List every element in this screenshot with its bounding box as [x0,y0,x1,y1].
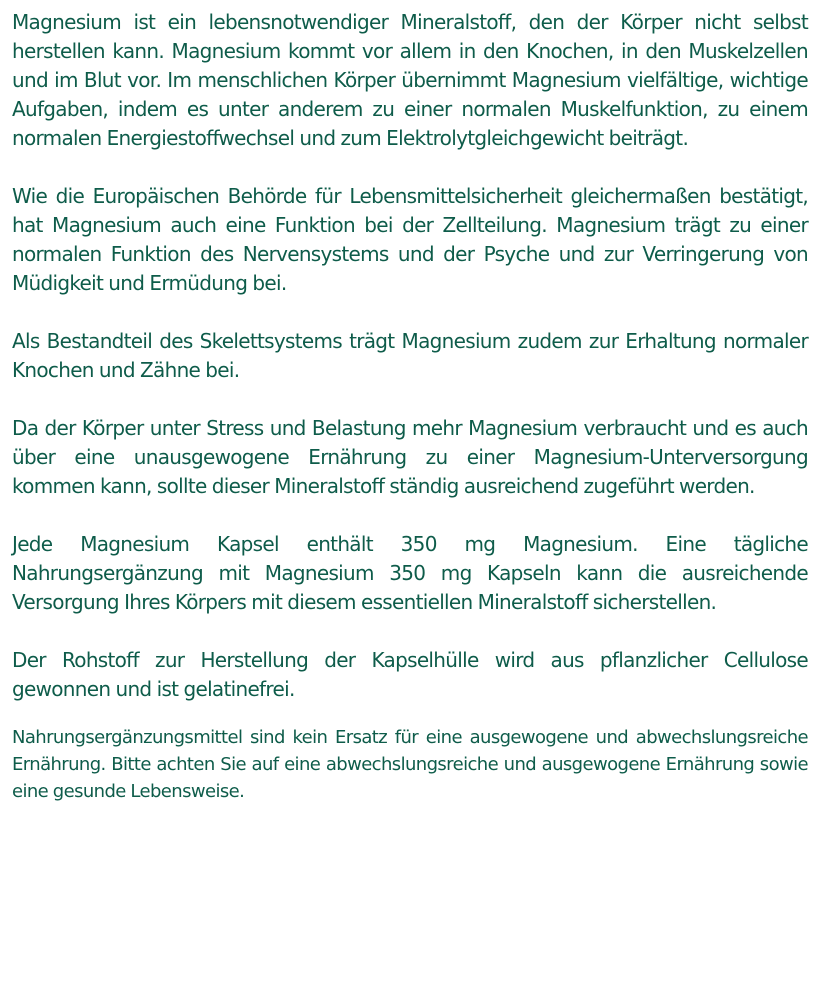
paragraph-skeleton: Als Bestandteil des Skelettsystems trägt Magnesium zudem zur Erhaltung normaler Knochen und Zähne bei. [12,329,808,382]
paragraph-capsule-shell: Der Rohstoff zur Herstellung der Kapselhülle wird aus pflanzlicher Cellulose gewonnen und ist gelatinefrei. [12,648,808,701]
paragraph-stress-supply: Da der Körper unter Stress und Belastung mehr Magnesium verbraucht und es auch über eine unausgewogene Ernährung zu einer Magnesium-Unterversorgung kommen kann, sollte dieser Mineralstoff ständig ausreichend zugeführt werden. [12,416,808,498]
disclaimer-note: Nahrungsergänzungsmittel sind kein Ersatz für eine ausgewogene und abwechslungsreiche Ernährung. Bitte achten Sie auf eine abwechslungsreiche und ausgewogene Ernährung sowie eine gesunde Lebensweise. [12,727,808,802]
paragraph-magnesium-intro: Magnesium ist ein lebensnotwendiger Mineralstoff, den der Körper nicht selbst herstellen kann. Magnesium kommt vor allem in den Knochen, in den Muskelzellen und im Blut vor. Im menschlichen Körper übernimmt Magnesium vielfältige, wichtige Aufgaben, indem es unter anderem zu einer normalen Muskelfunktion, zu einem normalen Energiestoffwechsel und zum Elektrolytgleichgewicht beiträgt. [12,10,808,150]
paragraph-efsa-function: Wie die Europäischen Behörde für Lebensmittelsicherheit gleichermaßen bestätigt, hat Magnesium auch eine Funktion bei der Zellteilung. Magnesium trägt zu einer normalen Funktion des Nervensystems und der Psyche und zur Verringerung von Müdigkeit und Ermüdung bei. [12,184,808,295]
product-description [12,8,808,805]
paragraph-capsule-dosage: Jede Magnesium Kapsel enthält 350 mg Magnesium. Eine tägliche Nahrungsergänzung mit Magnesium 350 mg Kapseln kann die ausreichende Versorgung Ihres Körpers mit diesem essentiellen Mineralstoff sicherstellen. [12,532,808,614]
